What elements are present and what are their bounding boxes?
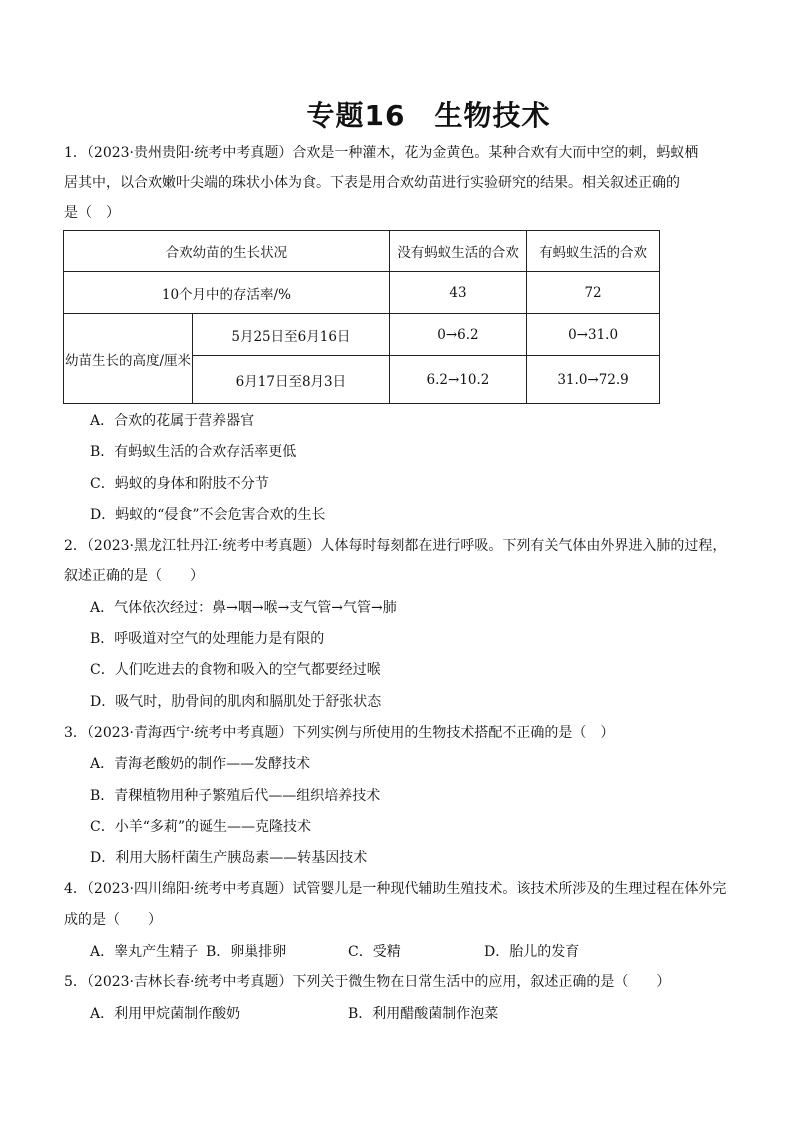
table-cell: 0→31.0 (527, 314, 660, 356)
q4-option-d: D．胎儿的发育 (484, 944, 580, 960)
header-cell: 有蚂蚁生活的合欢 (527, 231, 660, 272)
q1-stem-line: 是（ ） (64, 205, 120, 221)
table-cell: 72 (527, 272, 660, 314)
q2-option-c: C．人们吃进去的食物和吸入的空气都要经过喉 (90, 662, 381, 678)
q1-stem-line: 1．（2023·贵州贵阳·统考中考真题）合欢是一种灌木，花为金黄色。某种合欢有大而中空的刺，蚂蚁栖 (64, 145, 699, 161)
table-row (64, 272, 660, 314)
q1-option-b: B．有蚂蚁生活的合欢存活率更低 (90, 444, 297, 460)
q3-stem-line: 3．（2023·青海西宁·统考中考真题）下列实例与所使用的生物技术搭配不正确的是（ ） (64, 725, 615, 741)
q4-stem-line: 成的是（ ） (64, 912, 162, 928)
page-title: 专题16 生物技术 (306, 99, 551, 132)
q5-option-b: B．利用醋酸菌制作泡菜 (348, 1006, 499, 1022)
q4-option-b: B．卵巢排卵 (206, 944, 287, 960)
q2-option-a: A．气体依次经过：鼻→咽→喉→支气管→气管→肺 (90, 600, 397, 616)
q5-option-a: A．利用甲烷菌制作酸奶 (90, 1006, 241, 1022)
header-cell: 没有蚂蚁生活的合欢 (389, 231, 526, 272)
q2-option-d: D．吸气时，肋骨间的肌肉和膈肌处于舒张状态 (90, 694, 382, 710)
q3-option-d: D．利用大肠杆菌生产胰岛素——转基因技术 (90, 850, 368, 866)
q3-option-c: C．小羊“多莉”的诞生——克隆技术 (90, 819, 312, 835)
q1-stem-line: 居其中，以合欢嫩叶尖端的珠状小体为食。下表是用合欢幼苗进行实验研究的结果。相关叙述正确的 (64, 175, 680, 191)
q1-data-table (63, 230, 660, 404)
table-row (64, 314, 660, 356)
table-cell: 31.0→72.9 (527, 356, 660, 404)
q4-option-a: A．睾丸产生精子 (90, 944, 199, 960)
period-cell: 5月25日至6月16日 (192, 314, 389, 356)
table-cell: 43 (389, 272, 526, 314)
q3-option-a: A．青海老酸奶的制作——发酵技术 (90, 756, 311, 772)
q5-stem-line: 5．（2023·吉林长春·统考中考真题）下列关于微生物在日常生活中的应用，叙述正确的是（ ） (64, 974, 671, 990)
q4-stem-line: 4．（2023·四川绵阳·统考中考真题）试管婴儿是一种现代辅助生殖技术。该技术所涉及的生理过程在体外完 (64, 881, 727, 897)
q3-option-b: B．青稞植物用种子繁殖后代——组织培养技术 (90, 788, 381, 804)
q2-stem-line: 2．（2023·黑龙江牡丹江·统考中考真题）人体每时每刻都在进行呼吸。下列有关气体由外界进入肺的过程， (64, 538, 727, 554)
q4-option-c: C．受精 (348, 944, 401, 960)
q1-option-c: C．蚂蚁的身体和附肢不分节 (90, 476, 269, 492)
row-label: 10个月中的存活率/% (64, 272, 390, 314)
table-cell: 0→6.2 (389, 314, 526, 356)
q2-stem-line: 叙述正确的是（ ） (64, 568, 204, 584)
q1-option-d: D．蚂蚁的“侵食”不会危害合欢的生长 (90, 507, 326, 523)
table-header-row (64, 231, 660, 272)
q2-option-b: B．呼吸道对空气的处理能力是有限的 (90, 631, 325, 647)
row-label: 幼苗生长的高度/厘米 (64, 314, 193, 404)
header-cell: 合欢幼苗的生长状况 (64, 231, 390, 272)
period-cell: 6月17日至8月3日 (192, 356, 389, 404)
q1-option-a: A．合欢的花属于营养器官 (90, 413, 255, 429)
table-cell: 6.2→10.2 (389, 356, 526, 404)
